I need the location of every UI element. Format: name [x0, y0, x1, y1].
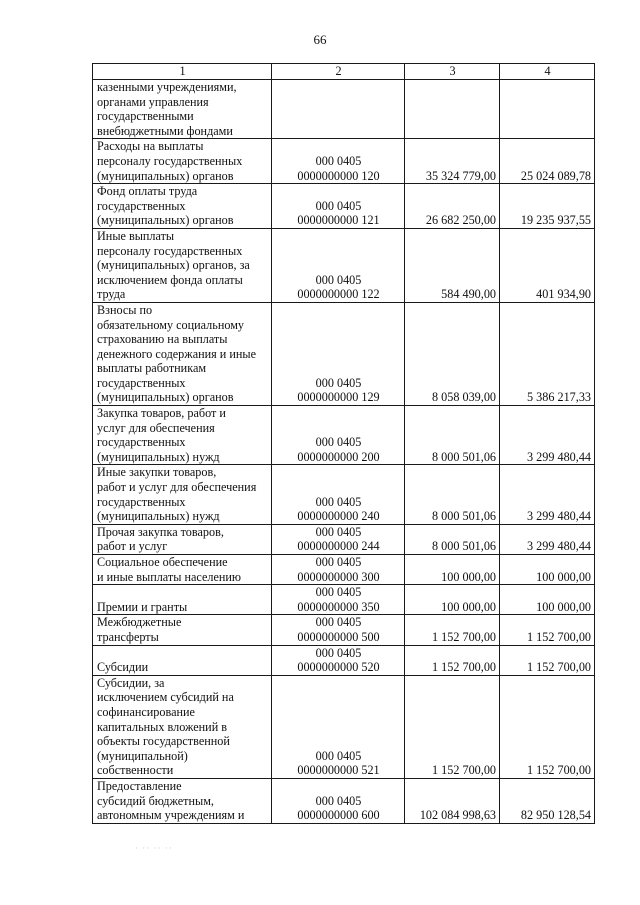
- row-code: 000 0405 0000000000 129: [272, 302, 405, 405]
- table-row: [93, 228, 595, 302]
- table-body: [93, 64, 595, 824]
- row-value-executed: [500, 80, 595, 139]
- row-name: Иные выплаты персоналу государственных (муниципальных) органов, за исключением фонда оплаты труда: [97, 228, 250, 302]
- row-code: 000 0405 0000000000 121: [272, 184, 405, 229]
- table-row: [93, 139, 595, 184]
- row-value-executed: 82 950 128,54: [500, 778, 595, 823]
- row-name-cell: [93, 406, 272, 465]
- row-code: [272, 80, 405, 139]
- table-row: [93, 585, 595, 615]
- column-header: 2: [272, 64, 405, 80]
- row-name-cell: [93, 615, 272, 645]
- row-value-executed: 1 152 700,00: [500, 615, 595, 645]
- row-name-cell: [93, 645, 272, 675]
- row-value-planned: 8 058 039,00: [405, 302, 500, 405]
- table-row: [93, 555, 595, 585]
- table-row: [93, 184, 595, 229]
- row-code: 000 0405 0000000000 120: [272, 139, 405, 184]
- row-name: Фонд оплаты труда государственных (муниципальных) органов: [97, 184, 234, 228]
- table-row: [93, 524, 595, 554]
- row-name-cell: [93, 585, 272, 615]
- row-name: Межбюджетные трансферты: [97, 615, 182, 644]
- row-name: Закупка товаров, работ и услуг для обеспечения государственных (муниципальных) нужд: [97, 406, 226, 464]
- row-value-planned: 1 152 700,00: [405, 645, 500, 675]
- table-row: [93, 645, 595, 675]
- row-value-planned: 8 000 501,06: [405, 406, 500, 465]
- row-name-cell: [93, 80, 272, 139]
- row-value-executed: 1 152 700,00: [500, 645, 595, 675]
- row-value-executed: 3 299 480,44: [500, 524, 595, 554]
- budget-table: [92, 63, 595, 824]
- row-value-planned: 100 000,00: [405, 555, 500, 585]
- row-value-planned: 26 682 250,00: [405, 184, 500, 229]
- row-code: 000 0405 0000000000 244: [272, 524, 405, 554]
- row-value-executed: 3 299 480,44: [500, 465, 595, 524]
- row-name-cell: [93, 139, 272, 184]
- table-header-row: [93, 64, 595, 80]
- row-code: 000 0405 0000000000 240: [272, 465, 405, 524]
- row-value-executed: 5 386 217,33: [500, 302, 595, 405]
- row-name: Прочая закупка товаров, работ и услуг: [97, 524, 224, 554]
- row-name-cell: [93, 228, 272, 302]
- row-name-cell: [93, 184, 272, 229]
- row-name: Премии и гранты: [97, 599, 188, 614]
- row-value-planned: 102 084 998,63: [405, 778, 500, 823]
- table-row: [93, 778, 595, 823]
- row-value-planned: 1 152 700,00: [405, 675, 500, 778]
- row-value-planned: 8 000 501,06: [405, 465, 500, 524]
- row-name-cell: [93, 302, 272, 405]
- table-row: [93, 465, 595, 524]
- table-row: [93, 406, 595, 465]
- row-value-executed: 1 152 700,00: [500, 675, 595, 778]
- row-value-executed: 100 000,00: [500, 585, 595, 615]
- row-value-executed: 3 299 480,44: [500, 406, 595, 465]
- row-name: Расходы на выплаты персоналу государственных (муниципальных) органов: [97, 139, 243, 183]
- row-name: казенными учреждениями, органами управления государственными внебюджетными фондами: [97, 80, 237, 138]
- row-name: Субсидии, за исключением субсидий на софинансирование капитальных вложений в объекты государственной (муниципальной) собственности: [97, 675, 234, 778]
- row-value-executed: 401 934,90: [500, 228, 595, 302]
- row-name-cell: [93, 778, 272, 823]
- column-header: 4: [500, 64, 595, 80]
- row-name: Иные закупки товаров, работ и услуг для обеспечения государственных (муниципальных) нужд: [97, 465, 257, 524]
- row-value-planned: 1 152 700,00: [405, 615, 500, 645]
- row-value-planned: 8 000 501,06: [405, 524, 500, 554]
- page-number: 66: [313, 32, 327, 47]
- faint-mark: · ·· ·· ··: [135, 843, 173, 853]
- row-name: Социальное обеспечение и иные выплаты населению: [97, 555, 242, 584]
- row-value-executed: 19 235 937,55: [500, 184, 595, 229]
- row-name: Предоставление субсидий бюджетным, автономным учреждениям и: [97, 778, 245, 823]
- table-row: [93, 615, 595, 645]
- row-code: 000 0405 0000000000 122: [272, 228, 405, 302]
- row-name-cell: [93, 675, 272, 778]
- row-value-planned: 584 490,00: [405, 228, 500, 302]
- column-header: 1: [93, 64, 272, 80]
- column-header: 3: [405, 64, 500, 80]
- row-code: 000 0405 0000000000 350: [272, 585, 405, 615]
- row-name: Взносы по обязательному социальному страхованию на выплаты денежного содержания и иные выплаты работникам государственных (муниципальных) органов: [97, 302, 257, 405]
- table-row: [93, 675, 595, 778]
- row-code: 000 0405 0000000000 520: [272, 645, 405, 675]
- table-row: [93, 302, 595, 405]
- row-value-planned: 100 000,00: [405, 585, 500, 615]
- row-name-cell: [93, 524, 272, 554]
- row-value-planned: 35 324 779,00: [405, 139, 500, 184]
- row-code: 000 0405 0000000000 521: [272, 675, 405, 778]
- row-code: 000 0405 0000000000 300: [272, 555, 405, 585]
- row-name-cell: [93, 465, 272, 524]
- row-name: Субсидии: [97, 660, 149, 675]
- row-value-executed: 25 024 089,78: [500, 139, 595, 184]
- row-code: 000 0405 0000000000 600: [272, 778, 405, 823]
- row-name-cell: [93, 555, 272, 585]
- row-code: 000 0405 0000000000 200: [272, 406, 405, 465]
- row-value-planned: [405, 80, 500, 139]
- table-row: [93, 80, 595, 139]
- row-value-executed: 100 000,00: [500, 555, 595, 585]
- row-code: 000 0405 0000000000 500: [272, 615, 405, 645]
